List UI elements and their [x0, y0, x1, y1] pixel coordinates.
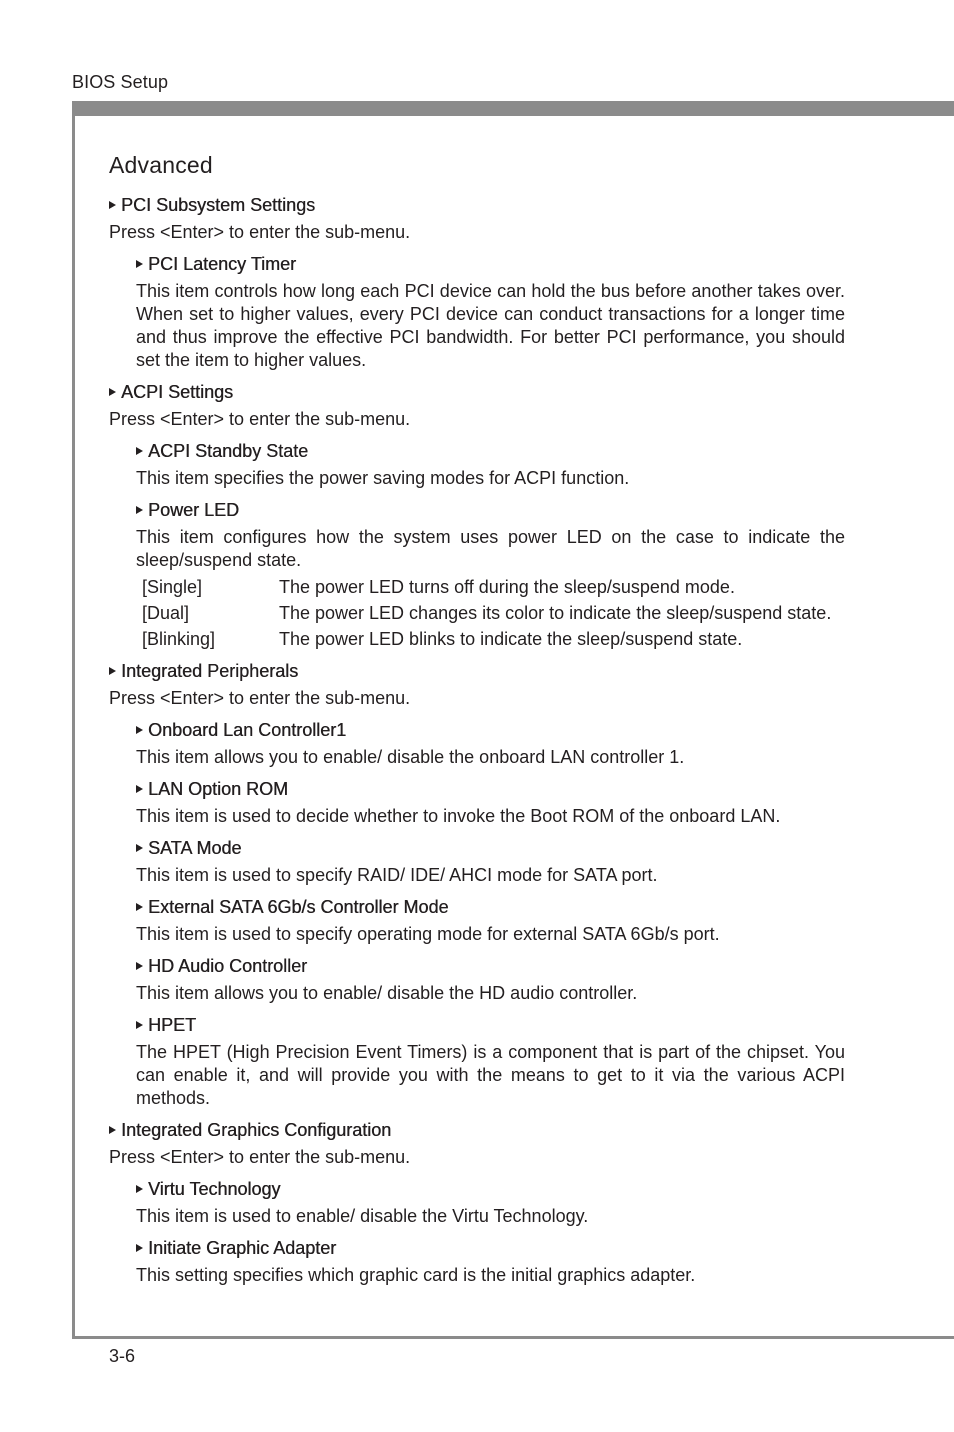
item-initiate-graphic-adapter: [136, 1237, 845, 1287]
option-row-dual: [142, 602, 845, 625]
item-acpi-settings: [109, 381, 845, 431]
item-description: This item configures how the system uses power LED on the case to indicate the sleep/suspend state.: [136, 527, 845, 570]
item-external-sata-controller-mode: [136, 896, 845, 946]
triangle-bullet-icon: [109, 1126, 116, 1134]
item-heading: [136, 440, 845, 463]
item-heading: [136, 253, 845, 276]
item-power-led: [136, 499, 845, 651]
page-content: [109, 150, 845, 1296]
item-description: The HPET (High Precision Event Timers) is a component that is part of the chipset. You can enable it, and will provide you with the means to get to it via the various ACPI methods.: [136, 1042, 845, 1108]
item-title: Onboard Lan Controller1: [148, 720, 347, 740]
item-hpet: [136, 1014, 845, 1110]
section-title: Advanced: [109, 152, 213, 178]
item-heading: [136, 1178, 845, 1201]
triangle-bullet-icon: [136, 1244, 143, 1252]
item-description: This item allows you to enable/ disable the HD audio controller.: [136, 983, 638, 1003]
item-lan-option-rom: [136, 778, 845, 828]
triangle-bullet-icon: [136, 1021, 143, 1029]
item-heading: [136, 499, 845, 522]
left-rule: [72, 101, 75, 1338]
triangle-bullet-icon: [136, 903, 143, 911]
item-description: Press <Enter> to enter the sub-menu.: [109, 222, 411, 242]
item-description: Press <Enter> to enter the sub-menu.: [109, 409, 411, 429]
item-heading: [136, 1014, 845, 1037]
item-description: This item allows you to enable/ disable the onboard LAN controller 1.: [136, 747, 685, 767]
triangle-bullet-icon: [136, 844, 143, 852]
bottom-rule: [72, 1336, 954, 1339]
item-title: Integrated Peripherals: [121, 661, 299, 681]
item-title: Power LED: [148, 500, 240, 520]
item-description: This item controls how long each PCI device can hold the bus before another takes over. When set to higher values, every PCI device can conduct transactions for a longer time and thus improve the effective PCI bandwidth. For better PCI performance, you should set the item to higher values.: [136, 281, 845, 370]
option-key: [Blinking]: [142, 629, 216, 649]
item-description: Press <Enter> to enter the sub-menu.: [109, 1147, 411, 1167]
item-onboard-lan-controller1: [136, 719, 845, 769]
item-title: HPET: [148, 1015, 197, 1035]
item-heading: [136, 1237, 845, 1260]
option-value: The power LED turns off during the sleep/suspend mode.: [279, 577, 735, 597]
item-title: External SATA 6Gb/s Controller Mode: [148, 897, 449, 917]
header-label: BIOS Setup: [72, 72, 169, 92]
option-row-single: [142, 576, 845, 599]
item-title: PCI Latency Timer: [148, 254, 297, 274]
item-heading: [136, 896, 845, 919]
item-heading: [136, 955, 845, 978]
triangle-bullet-icon: [136, 506, 143, 514]
item-heading: [109, 381, 845, 404]
triangle-bullet-icon: [136, 962, 143, 970]
triangle-bullet-icon: [136, 260, 143, 268]
item-title: SATA Mode: [148, 838, 242, 858]
item-title: PCI Subsystem Settings: [121, 195, 316, 215]
item-description: This item is used to specify RAID/ IDE/ AHCI mode for SATA port.: [136, 865, 658, 885]
item-integrated-peripherals: [109, 660, 845, 710]
item-heading: [136, 719, 845, 742]
item-pci-subsystem-settings: [109, 194, 845, 244]
triangle-bullet-icon: [109, 667, 116, 675]
triangle-bullet-icon: [136, 726, 143, 734]
item-acpi-standby-state: [136, 440, 845, 490]
item-heading: [136, 837, 845, 860]
item-virtu-technology: [136, 1178, 845, 1228]
item-heading: [136, 778, 845, 801]
option-key: [Single]: [142, 577, 203, 597]
item-heading: [109, 194, 845, 217]
item-description: This item is used to enable/ disable the Virtu Technology.: [136, 1206, 589, 1226]
item-integrated-graphics-configuration: [109, 1119, 845, 1169]
item-description: This item is used to decide whether to invoke the Boot ROM of the onboard LAN.: [136, 806, 781, 826]
page-number: 3-6: [109, 1346, 136, 1366]
option-value: The power LED changes its color to indicate the sleep/suspend state.: [279, 603, 832, 623]
triangle-bullet-icon: [136, 1185, 143, 1193]
item-description: This setting specifies which graphic card is the initial graphics adapter.: [136, 1265, 696, 1285]
item-description: This item is used to specify operating mode for external SATA 6Gb/s port.: [136, 924, 720, 944]
item-sata-mode: [136, 837, 845, 887]
item-title: Integrated Graphics Configuration: [121, 1120, 392, 1140]
item-title: Virtu Technology: [148, 1179, 281, 1199]
item-description: This item specifies the power saving modes for ACPI function.: [136, 468, 630, 488]
option-value: The power LED blinks to indicate the sleep/suspend state.: [279, 629, 743, 649]
option-key: [Dual]: [142, 603, 190, 623]
option-table: [142, 576, 845, 651]
item-title: HD Audio Controller: [148, 956, 308, 976]
triangle-bullet-icon: [109, 388, 116, 396]
item-heading: [109, 1119, 845, 1142]
option-row-blinking: [142, 628, 845, 651]
item-title: Initiate Graphic Adapter: [148, 1238, 337, 1258]
item-pci-latency-timer: [136, 253, 845, 372]
header-bar: [72, 101, 954, 116]
triangle-bullet-icon: [136, 447, 143, 455]
item-description: Press <Enter> to enter the sub-menu.: [109, 688, 411, 708]
triangle-bullet-icon: [136, 785, 143, 793]
item-title: ACPI Settings: [121, 382, 234, 402]
item-title: ACPI Standby State: [148, 441, 309, 461]
item-hd-audio-controller: [136, 955, 845, 1005]
item-title: LAN Option ROM: [148, 779, 289, 799]
triangle-bullet-icon: [109, 201, 116, 209]
item-heading: [109, 660, 845, 683]
